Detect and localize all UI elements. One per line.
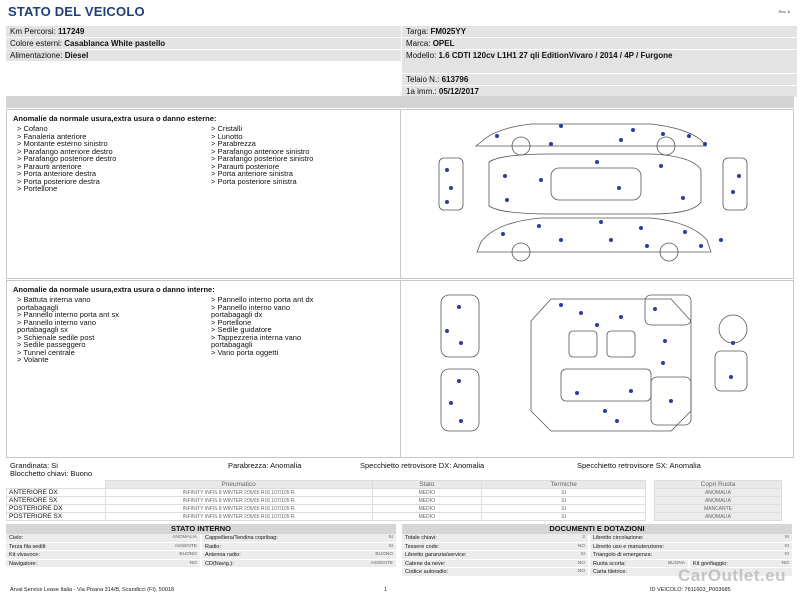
field-label: Libretto circolazione: <box>593 535 644 541</box>
section-separator-band <box>6 96 794 108</box>
table-row <box>7 513 782 521</box>
tyre-state: MEDIO <box>372 505 481 513</box>
tyre-position: ANTERIORE SX <box>7 497 106 505</box>
internal-state-panel <box>6 524 396 568</box>
list-item: > Pannello interno vano <box>211 302 291 312</box>
list-item: > Porta anteriore sinistra <box>211 169 293 178</box>
tyre-position: ANTERIORE DX <box>7 489 106 497</box>
state-header: Stato <box>372 481 481 489</box>
footer-doc-id: ID VEICOLO: 7611603_P003685 <box>650 587 731 593</box>
list-item: > Schienale sedile post <box>17 332 95 342</box>
tyre-state: MEDIO <box>372 513 481 521</box>
list-item: > Paraurti anteriore <box>17 161 82 171</box>
fuel-row <box>6 50 401 62</box>
spacer <box>646 505 655 513</box>
vehicle-info-left <box>6 26 401 62</box>
field-label: Codice autoradio: <box>405 569 449 575</box>
tyre-state: MEDIO <box>372 489 481 497</box>
list-item: > Portellone <box>17 184 58 193</box>
tyre-model: INFINITY INFIS 8 WINTER 205/65 R16 107/105 R <box>105 513 372 521</box>
field-label: Cielo: <box>9 535 24 541</box>
field-label: Ruota scorta: <box>593 560 626 567</box>
right-mirror-status: Specchietto retrovisore DX: Anomalia <box>360 461 485 470</box>
brand-value: OPEL <box>432 39 455 48</box>
list-item: > Vano porta oggetti <box>211 347 279 357</box>
key-block-status: Blocchetto chiavi: Buono <box>10 469 93 478</box>
tyre-thermal: SI <box>482 505 646 513</box>
field-label: Triangolo di emergenza: <box>593 552 653 558</box>
list-item: portabagagli <box>211 340 253 349</box>
table-row <box>7 505 782 513</box>
field-value: ASSENTE <box>174 543 197 549</box>
external-anomalies-title: Anomalie da normale usura,extra usura o danno esterne: <box>13 114 217 123</box>
tyre-thermal: SI <box>482 489 646 497</box>
hubcap-header: Copri Ruota <box>654 481 781 489</box>
list-item: > Sedile guidatore <box>211 325 272 334</box>
list-item: > Porta anteriore destra <box>17 169 97 178</box>
spacer <box>646 497 655 505</box>
list-item: > Volante <box>17 355 49 364</box>
list-item <box>402 551 792 560</box>
list-item: > Battuta interna vano <box>17 295 91 304</box>
field-value: ANOMALIA <box>172 535 197 540</box>
footer-company: Arval Service Lease Italia - Via Pisana 314/B, Scandicci (FI), 50018 <box>10 587 175 593</box>
tyre-hubcap: MANCANTE <box>654 505 781 513</box>
chassis-row <box>402 74 797 86</box>
list-item: > Pannello interno porta ant sx <box>17 310 119 319</box>
left-mirror-status: Specchietto retrovisore SX: Anomalia <box>577 461 701 470</box>
list-item: > Lunotto <box>211 131 243 141</box>
plate-row <box>402 26 797 38</box>
field-label: Terza fila sedili: <box>9 543 47 550</box>
list-item: > Parafango posteriore destro <box>17 154 117 163</box>
list-item <box>6 543 396 552</box>
damage-markers <box>445 303 735 423</box>
field-value: NO <box>577 543 585 549</box>
field-label: Kit gonfiaggio: <box>693 560 728 567</box>
list-item: > Tappezzeria interna vano <box>211 332 302 342</box>
registration-label: 1a imm.: <box>406 87 437 96</box>
color-label: Colore esterni: <box>10 39 63 48</box>
field-value: BUONO <box>179 552 197 557</box>
tyres-header-row <box>7 481 782 489</box>
fuel-label: Alimentazione: <box>10 51 63 60</box>
tyre-model: INFINITY INFIS 8 WINTER 205/65 R16 107/105 R <box>105 505 372 513</box>
plate-label: Targa: <box>406 27 429 36</box>
field-label: Cappelliera/Tendina copribag: <box>205 535 278 541</box>
list-item: > Paraurti posteriore <box>211 161 280 171</box>
tyre-hubcap: ANOMALIA <box>654 513 781 521</box>
list-item: > Pannello interno vano <box>17 317 97 327</box>
external-anomalies-list <box>7 110 401 278</box>
tyre-thermal: SI <box>482 513 646 521</box>
watermark-logo: CarOutlet.eu <box>677 566 786 585</box>
km-label: Km Percorsi: <box>10 27 56 36</box>
list-item: > Porta posteriore sinistra <box>211 176 297 186</box>
exterior-damage-diagram <box>401 110 793 278</box>
internal-anomalies-section <box>6 280 794 458</box>
registration-value: 05/12/2017 <box>438 87 479 96</box>
field-value: NO <box>577 560 585 566</box>
list-item: > Parafango anteriore destro <box>17 146 113 156</box>
field-value: NO <box>781 560 789 566</box>
km-value: 117249 <box>58 27 85 36</box>
list-item: > Parafango posteriore sinistro <box>211 154 314 163</box>
field-value: SI <box>784 552 789 557</box>
blank-header <box>7 481 106 489</box>
list-item: > Montante esterno sinistro <box>17 139 108 148</box>
field-label: Libretto garanzia/service: <box>405 552 467 558</box>
hail-status: Grandinata: Si <box>10 461 58 470</box>
thermal-header: Termiche <box>482 481 646 489</box>
internal-state-title: STATO INTERNO <box>6 524 396 534</box>
field-label: Totale chiavi: <box>405 535 437 541</box>
list-item <box>402 543 792 552</box>
field-value: NO <box>189 560 197 566</box>
internal-anomalies-col2 <box>211 296 313 356</box>
list-item <box>402 534 792 543</box>
spacer <box>646 481 655 489</box>
interior-damage-diagram <box>401 281 793 457</box>
list-item: portabagagli dx <box>211 310 263 319</box>
field-label: Navigatore: <box>9 560 38 567</box>
internal-anomalies-list <box>7 281 401 457</box>
tyre-position: POSTERIORE SX <box>7 513 106 521</box>
list-item <box>6 560 396 569</box>
field-value: BUONO <box>375 552 393 557</box>
tyre-thermal: SI <box>482 497 646 505</box>
internal-anomalies-col1 <box>17 296 119 364</box>
tyre-header: Pneumatico <box>105 481 372 489</box>
chassis-label: Telaio N.: <box>406 75 440 84</box>
external-anomalies-col2 <box>211 125 313 185</box>
list-item: portabagagli sx <box>17 325 68 334</box>
tyre-hubcap: ANOMALIA <box>654 497 781 505</box>
list-item: portabagagli <box>17 302 59 312</box>
field-value: SI <box>784 535 789 540</box>
spacer <box>646 513 655 521</box>
field-value: BUONA <box>667 560 685 566</box>
tyre-model: INFINITY INFIS 8 WINTER 205/65 R16 107/105 R <box>105 489 372 497</box>
list-item: > Cristalli <box>211 124 243 133</box>
external-anomalies-col1 <box>17 125 116 193</box>
field-label: Kit vivavoce: <box>9 552 40 558</box>
field-label: Radio: <box>205 543 221 550</box>
footer-page-number: 1 <box>384 587 388 593</box>
tyre-model: INFINITY INFIS 8 WINTER 205/65 R16 107/105 R <box>105 497 372 505</box>
field-value: SI <box>388 543 393 549</box>
list-item <box>6 551 396 560</box>
tyre-position: POSTERIORE DX <box>7 505 106 513</box>
list-item: > Parafango anteriore sinistro <box>211 146 310 156</box>
documents-title: DOCUMENTI E DOTAZIONI <box>402 524 792 534</box>
exterior-car-diagram-svg <box>401 110 793 278</box>
windshield-status: Parabrezza: Anomalia <box>228 461 302 470</box>
field-value: SI <box>388 535 393 540</box>
list-item: > Porta posteriore destra <box>17 176 100 186</box>
external-anomalies-section <box>6 109 794 279</box>
brand-label: Marca: <box>406 39 431 48</box>
model-row <box>402 50 797 74</box>
internal-anomalies-title: Anomalie da normale usura,extra usura o danno interne: <box>13 285 215 294</box>
field-label: Tessere code: <box>405 543 440 550</box>
tyres-table <box>6 480 782 521</box>
revision-label: Rev. A <box>778 9 790 14</box>
table-row <box>7 489 782 497</box>
list-item: > Fanaleria anteriore <box>17 131 87 141</box>
plate-value: FM025YY <box>430 27 467 36</box>
list-item: > Pannello interno porta ant dx <box>211 295 314 304</box>
field-value: SI <box>580 552 585 557</box>
color-row <box>6 38 401 50</box>
page-title: STATO DEL VEICOLO <box>8 4 145 19</box>
field-value: NO <box>577 569 585 574</box>
list-item: > Tunnel centrale <box>17 347 75 357</box>
tyre-state: MEDIO <box>372 497 481 505</box>
km-row <box>6 26 401 38</box>
list-item <box>6 534 396 543</box>
field-label: Catene da neve: <box>405 560 446 567</box>
list-item: > Parabrezza <box>211 139 256 148</box>
field-label: Libretto uso e manutenzione: <box>593 543 664 550</box>
field-value: 2 <box>582 535 585 540</box>
tyre-hubcap: ANOMALIA <box>654 489 781 497</box>
table-row <box>7 497 782 505</box>
field-value: ASSENTE <box>370 560 393 566</box>
chassis-value: 613796 <box>441 75 469 84</box>
field-label: Antenna radio: <box>205 552 241 558</box>
field-label: Carta tiletrice: <box>593 569 627 575</box>
field-label: CD(Navig.): <box>205 560 234 567</box>
brand-row <box>402 38 797 50</box>
color-value: Casablanca White pastello <box>64 39 166 48</box>
list-item: > Cofano <box>17 124 48 133</box>
list-item: > Portellone <box>211 317 252 327</box>
spacer <box>646 489 655 497</box>
fuel-value: Diesel <box>64 51 89 60</box>
model-label: Modello: <box>406 51 437 60</box>
field-value: SI <box>784 543 789 549</box>
model-value: 1.6 CDTI 120cv L1H1 27 qli EditionVivaro / 2014 / 4P / Furgone <box>438 51 673 60</box>
interior-car-diagram-svg <box>401 281 793 457</box>
vehicle-info-right <box>402 26 797 98</box>
list-item: > Sedile passeggero <box>17 340 86 349</box>
